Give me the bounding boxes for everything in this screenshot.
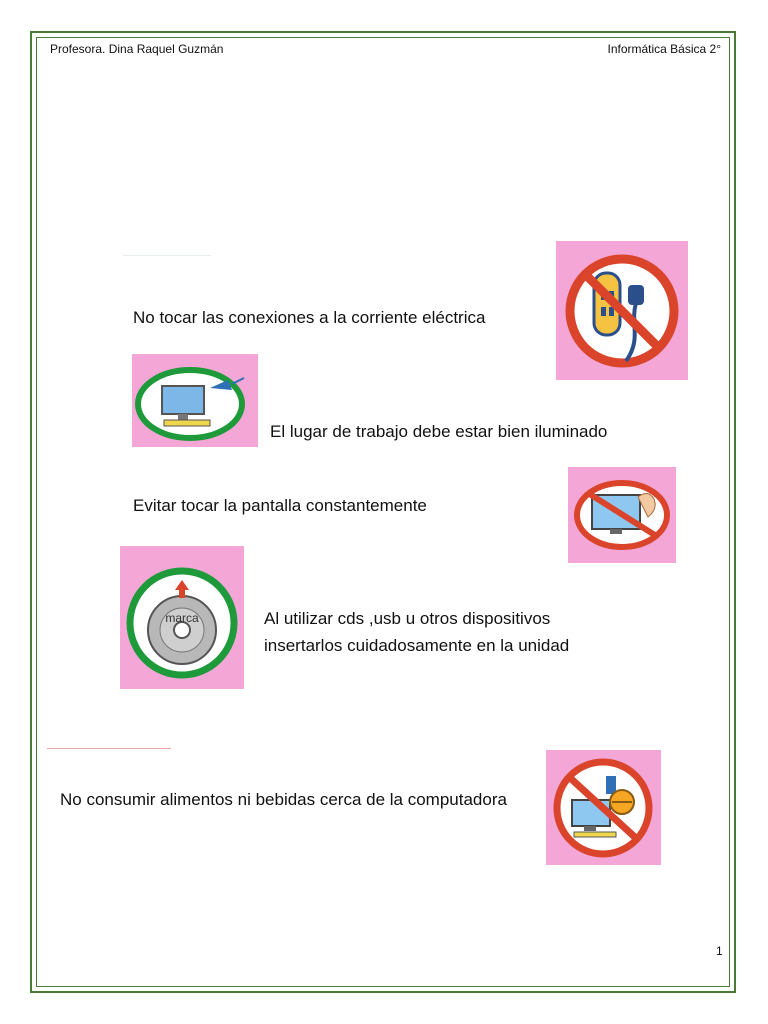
no-electric-plug-icon — [556, 241, 688, 380]
rule-devices-line2: insertarlos cuidadosamente en la unidad — [264, 636, 570, 655]
rule-lighting-text: El lugar de trabajo debe estar bien iluminado — [270, 422, 608, 441]
red-divider — [47, 748, 171, 749]
illuminated-computer-icon — [132, 354, 258, 447]
header-teacher: Profesora. Dina Raquel Guzmán — [50, 42, 224, 56]
disc-label: marca — [165, 611, 199, 625]
no-food-drink-icon — [546, 750, 661, 865]
rule-devices-line1: Al utilizar cds ,usb u otros dispositivos — [264, 609, 551, 628]
rule-screen-text: Evitar tocar la pantalla constantemente — [133, 496, 427, 515]
faint-divider — [123, 255, 211, 256]
rule-food-text: No consumir alimentos ni bebidas cerca de la computadora — [60, 790, 507, 809]
header-course: Informática Básica 2° — [607, 42, 721, 56]
page-number: 1 — [716, 944, 723, 958]
rule-electric-text: No tocar las conexiones a la corriente eléctrica — [133, 308, 486, 327]
no-touch-screen-icon — [568, 467, 676, 563]
cd-insert-icon — [120, 546, 244, 689]
